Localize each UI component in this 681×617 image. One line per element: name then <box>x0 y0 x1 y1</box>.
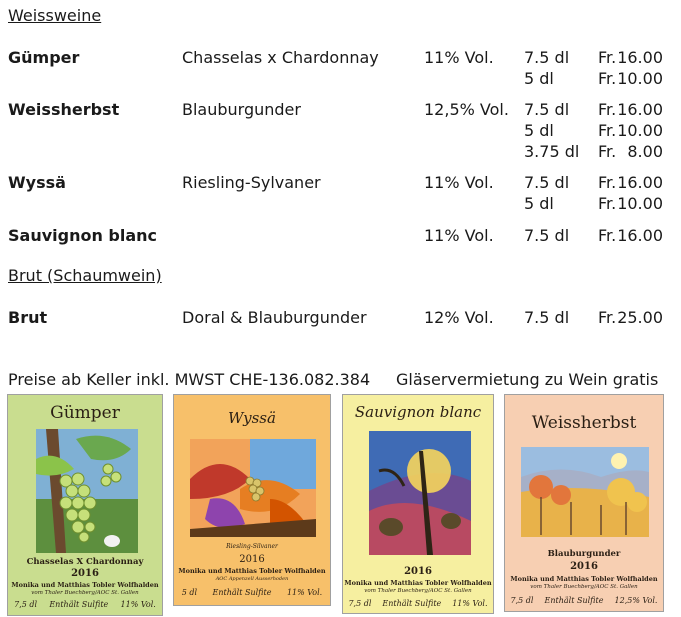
section-title-brut: Brut (Schaumwein) <box>8 266 162 285</box>
wine-alcohol: 12% Vol. <box>424 308 494 327</box>
label-sulfite: Enthält Sulfite <box>382 599 442 608</box>
wine-alcohol: 11% Vol. <box>424 226 494 245</box>
label-producer: Monika und Matthias Tobler Wolfhalden <box>344 579 492 587</box>
label-producer: Monika und Matthias Tobler Wolfhalden <box>510 575 658 583</box>
wine-price: Fr. 16.00 <box>598 226 663 245</box>
wine-price: Fr. 25.00 <box>598 308 663 327</box>
wine-size: 7.5 dl <box>524 48 570 67</box>
wine-size: 5 dl <box>524 69 554 88</box>
autumn-leaves-painting-icon <box>190 439 316 537</box>
wine-price: Fr. 10.00 <box>598 69 663 88</box>
wine-alcohol: 12,5% Vol. <box>424 100 509 119</box>
label-footer <box>505 596 663 605</box>
price-note: Preise ab Keller inkl. MWST CHE-136.082.384 <box>8 370 371 389</box>
grapes-painting-icon <box>36 429 138 553</box>
label-sulfite: Enthält Sulfite <box>544 596 604 605</box>
wine-price: Fr. 10.00 <box>598 121 663 140</box>
label-origin: vom Thaler Buechberg/AOC St. Gallen <box>31 590 139 596</box>
wine-grape: Blauburgunder <box>182 100 301 119</box>
wine-label-weissherbst <box>504 394 664 612</box>
wine-name: Wyssä <box>8 173 66 192</box>
label-size: 7,5 dl <box>348 599 372 608</box>
wine-grape: Doral & Blauburgunder <box>182 308 367 327</box>
label-alcohol: 12,5% Vol. <box>614 596 658 605</box>
wine-price: Fr. 8.00 <box>598 142 663 161</box>
label-producer: Monika und Matthias Tobler Wolfhalden <box>178 567 326 575</box>
wine-label-sauvignon <box>342 394 494 614</box>
label-year: 2016 <box>239 554 265 565</box>
label-title: Sauvignon blanc <box>354 403 482 421</box>
label-footer <box>8 600 162 609</box>
label-producer: Monika und Matthias Tobler Wolfhalden <box>11 581 159 589</box>
label-size: 5 dl <box>181 588 198 597</box>
wine-price: Fr. 16.00 <box>598 48 663 67</box>
wine-size: 7.5 dl <box>524 308 570 327</box>
label-year: 2016 <box>404 566 432 577</box>
wine-size: 7.5 dl <box>524 100 570 119</box>
wine-size: 5 dl <box>524 194 554 213</box>
wine-alcohol: 11% Vol. <box>424 48 494 67</box>
wine-name: Sauvignon blanc <box>8 226 158 245</box>
label-footer <box>174 588 330 597</box>
label-subtitle: Chasselas X Chardonnay <box>26 557 144 567</box>
wine-price: Fr. 16.00 <box>598 173 663 192</box>
label-alcohol: 11% Vol. <box>286 588 323 597</box>
label-origin: vom Thaler Buechberg/AOC St. Gallen <box>364 588 472 594</box>
wine-size: 7.5 dl <box>524 226 570 245</box>
label-title: Weissherbst <box>531 413 637 433</box>
label-subtitle: Riesling-Silvaner <box>226 543 278 550</box>
label-alcohol: 11% Vol. <box>120 600 156 609</box>
section-title-weissweine: Weissweine <box>8 6 102 25</box>
label-subtitle: Blauburgunder <box>547 549 621 559</box>
label-alcohol: 11% Vol. <box>452 599 488 608</box>
wine-price: Fr. 10.00 <box>598 194 663 213</box>
wine-alcohol: 11% Vol. <box>424 173 494 192</box>
label-size: 7,5 dl <box>14 600 38 609</box>
label-sulfite: Enthält Sulfite <box>49 600 109 609</box>
label-title: Wyssä <box>228 409 276 427</box>
label-origin: AOC Appenzell Ausserhoden <box>215 576 289 582</box>
wine-size: 7.5 dl <box>524 173 570 192</box>
label-footer <box>343 599 493 608</box>
wine-label-guemper <box>7 394 163 616</box>
wine-grape: Riesling-Sylvaner <box>182 173 321 192</box>
wine-name: Weissherbst <box>8 100 120 119</box>
label-sulfite: Enthält Sulfite <box>212 588 272 597</box>
label-origin: vom Thaler Buechberg/AOC St. Gallen <box>530 584 638 590</box>
wine-name: Brut <box>8 308 48 327</box>
wine-price: Fr. 16.00 <box>598 100 663 119</box>
label-year: 2016 <box>570 561 598 572</box>
label-title: Gümper <box>50 403 120 423</box>
vineyard-night-painting-icon <box>369 431 471 555</box>
glass-rental-note: Gläservermietung zu Wein gratis <box>396 370 659 389</box>
label-size: 7,5 dl <box>510 596 534 605</box>
wine-grape: Chasselas x Chardonnay <box>182 48 379 67</box>
autumn-vineyard-painting-icon <box>521 447 649 537</box>
wine-label-wyssae <box>173 394 331 606</box>
wine-size: 5 dl <box>524 121 554 140</box>
wine-name: Gümper <box>8 48 80 67</box>
label-year: 2016 <box>71 568 99 579</box>
wine-size: 3.75 dl <box>524 142 580 161</box>
